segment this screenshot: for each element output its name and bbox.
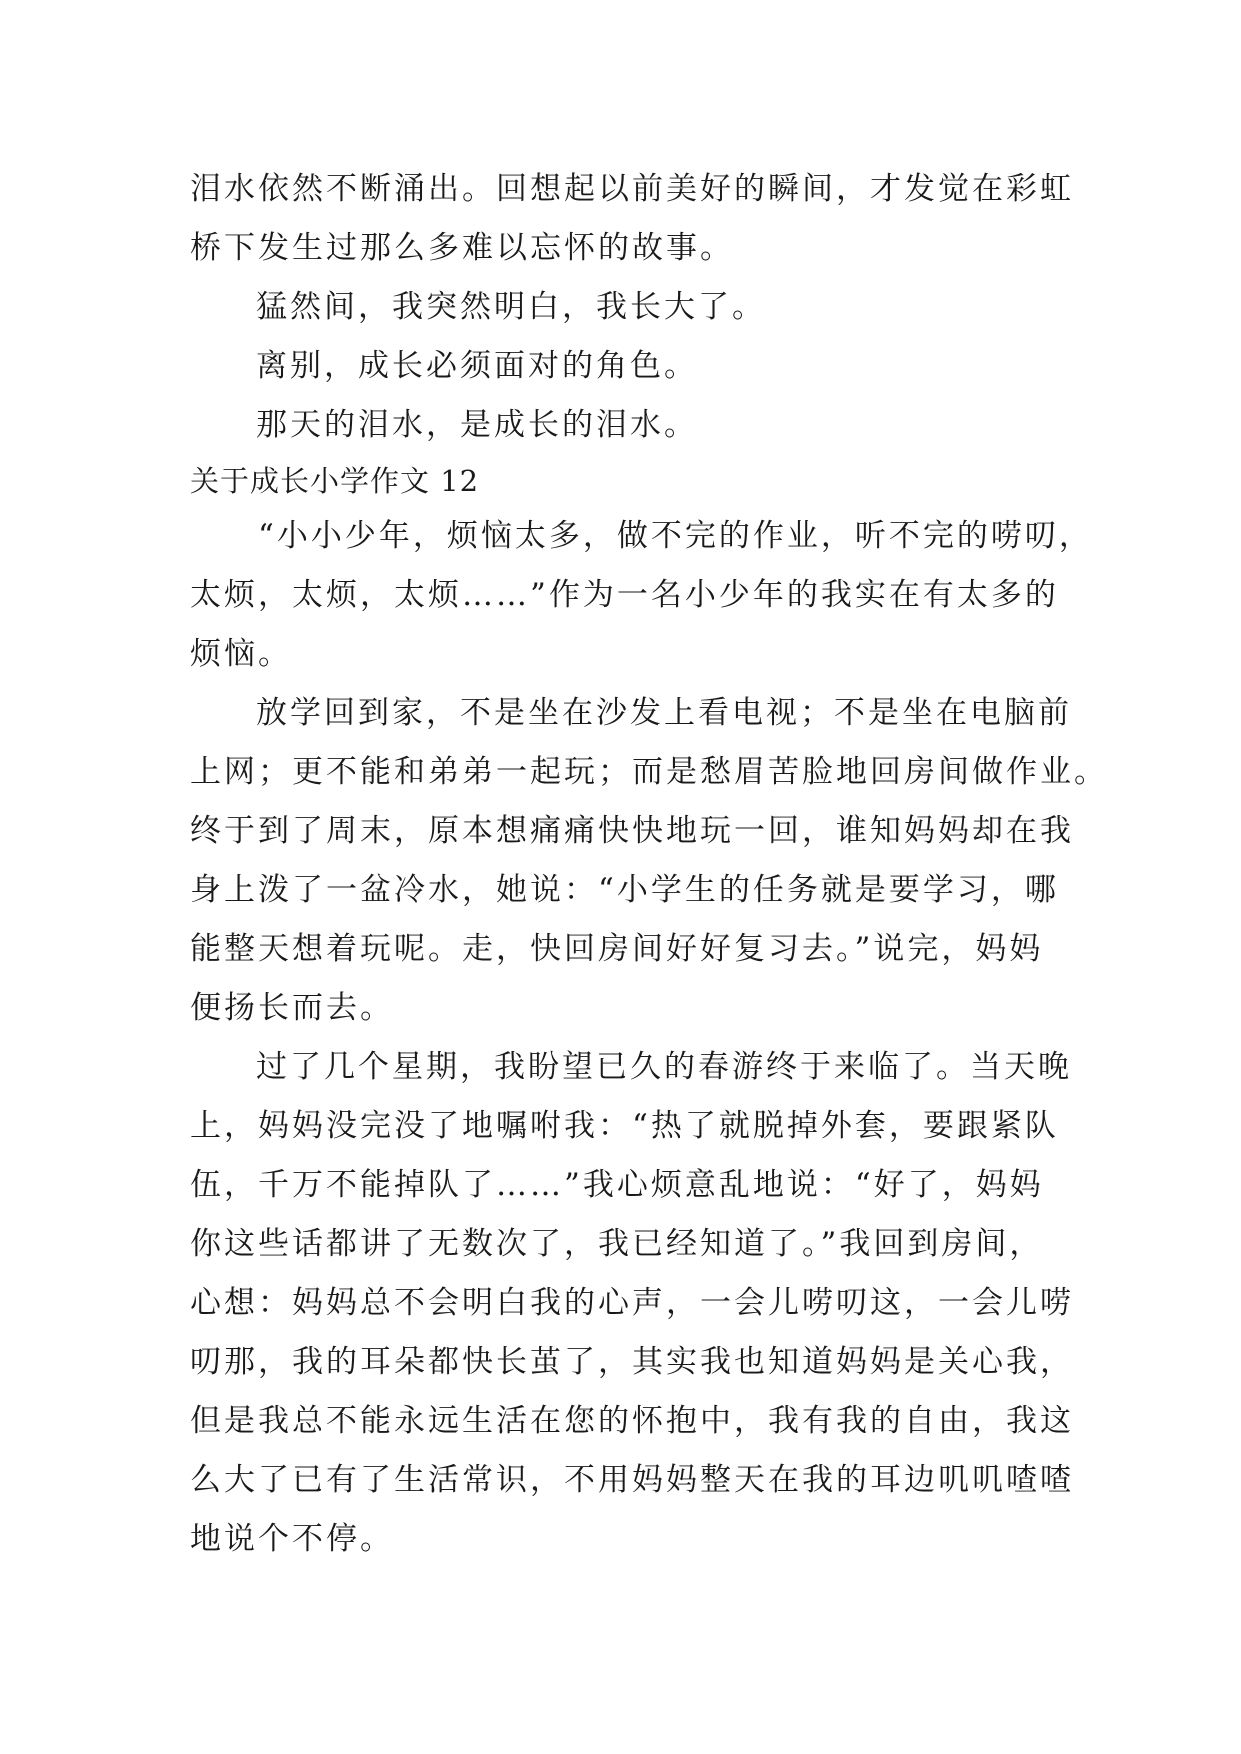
text-line: 叨那，我的耳朵都快长茧了，其实我也知道妈妈是关心我， xyxy=(190,1344,1074,1380)
section-heading: 关于成长小学作文 12 xyxy=(190,464,480,498)
text-line: 离别，成长必须面对的角色。 xyxy=(256,348,698,384)
text-line: 终于到了周末，原本想痛痛快快地玩一回，谁知妈妈却在我 xyxy=(190,813,1074,849)
text-line: 桥下发生过那么多难以忘怀的故事。 xyxy=(190,230,734,266)
body-text xyxy=(190,160,1108,1569)
text-line: 那天的泪水，是成长的泪水。 xyxy=(256,407,698,443)
text-line: 太烦，太烦，太烦……”作为一名小少年的我实在有太多的 xyxy=(190,577,1059,613)
text-line: 烦恼。 xyxy=(190,636,292,672)
text-line: 身上泼了一盆冷水，她说：“小学生的任务就是要学习，哪 xyxy=(190,872,1059,908)
text-line: 泪水依然不断涌出。回想起以前美好的瞬间，才发觉在彩虹 xyxy=(190,171,1074,207)
text-line: 过了几个星期，我盼望已久的春游终于来临了。当天晚 xyxy=(256,1049,1072,1085)
text-line: 么大了已有了生活常识，不用妈妈整天在我的耳边叽叽喳喳 xyxy=(190,1462,1074,1498)
text-line: 能整天想着玩呢。走，快回房间好好复习去。”说完，妈妈 xyxy=(190,931,1044,967)
text-line: “小小少年，烦恼太多，做不完的作业，听不完的唠叨， xyxy=(258,518,1093,554)
text-line: 上网；更不能和弟弟一起玩；而是愁眉苦脸地回房间做作业。 xyxy=(190,754,1108,790)
text-line: 伍，千万不能掉队了……”我心烦意乱地说：“好了，妈妈 xyxy=(190,1167,1044,1203)
text-line: 但是我总不能永远生活在您的怀抱中，我有我的自由，我这 xyxy=(190,1403,1074,1439)
text-line: 上，妈妈没完没了地嘱咐我：“热了就脱掉外套，要跟紧队 xyxy=(190,1108,1059,1144)
text-line: 便扬长而去。 xyxy=(190,990,394,1026)
text-line: 你这些话都讲了无数次了，我已经知道了。”我回到房间， xyxy=(190,1226,1044,1262)
text-line: 心想：妈妈总不会明白我的心声，一会儿唠叨这，一会儿唠 xyxy=(190,1285,1074,1321)
text-line: 猛然间，我突然明白，我长大了。 xyxy=(256,289,766,325)
text-line: 地说个不停。 xyxy=(190,1521,394,1557)
text-line: 放学回到家，不是坐在沙发上看电视；不是坐在电脑前 xyxy=(256,695,1072,731)
